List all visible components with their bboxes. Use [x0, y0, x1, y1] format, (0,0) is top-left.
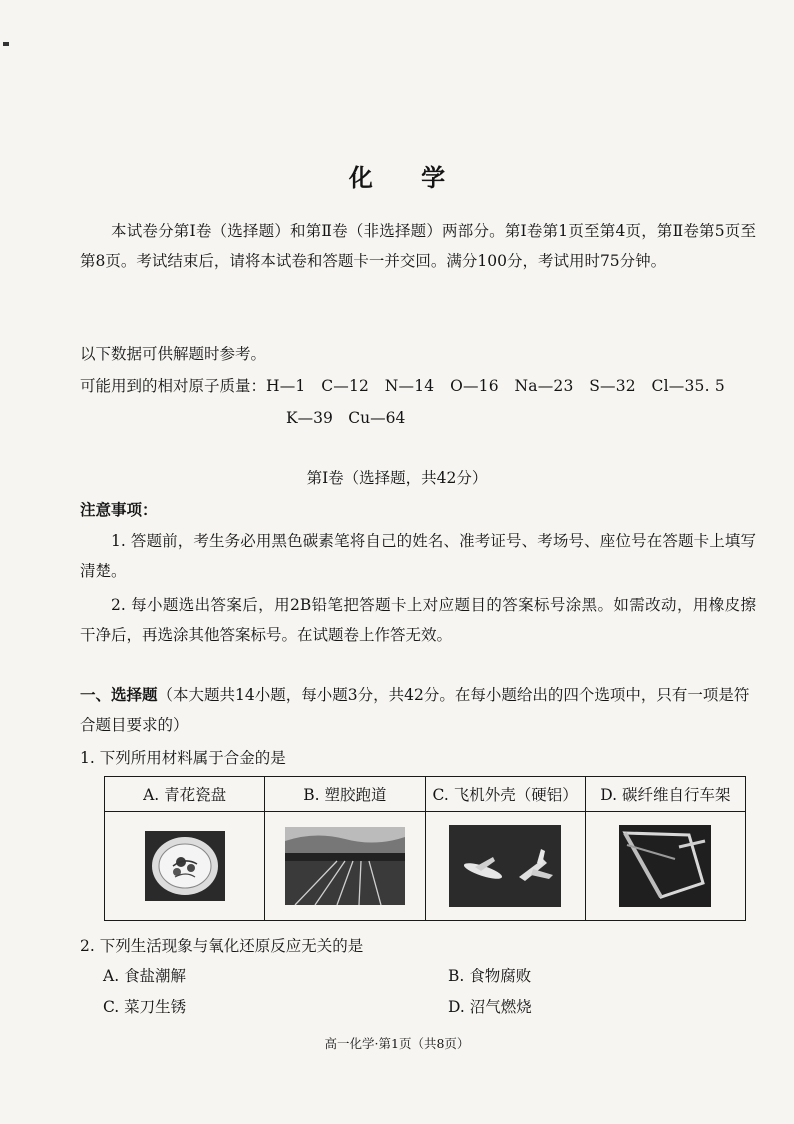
running-track-photo [285, 827, 405, 905]
bicycle-frame-photo [619, 825, 711, 907]
question-2-option-d: D. 沼气燃烧 [448, 998, 532, 1016]
page-footer: 高一化学·第1页（共8页） [324, 1036, 470, 1051]
scan-mark [3, 42, 9, 46]
question-1-options-table [104, 776, 746, 921]
page-title: 化 学 [348, 163, 466, 192]
exam-intro: 本试卷分第Ⅰ卷（选择题）和第Ⅱ卷（非选择题）两部分。第Ⅰ卷第1页至第4页，第Ⅱ卷第5页至第8页。考试结束后，请将本试卷和答题卡一并交回。满分100分，考试用时75分钟。 [80, 222, 756, 270]
question-2-stem: 2. 下列生活现象与氧化还原反应无关的是 [80, 937, 364, 955]
note-item: 1. 答题前，考生务必用黑色碳素笔将自己的姓名、准考证号、考场号、座位号在答题卡上填写清楚。 [80, 532, 756, 580]
option-a-image-cell [105, 812, 265, 921]
question-2-option-a: A. 食盐潮解 [103, 967, 187, 985]
notes-heading: 注意事项： [80, 500, 158, 519]
atomic-mass-values-1: H—1 C—12 N—14 O—16 Na—23 S—32 Cl—35. 5 [266, 377, 725, 395]
airplane-photo [449, 825, 561, 907]
question-1-stem: 1. 下列所用材料属于合金的是 [80, 749, 286, 767]
option-d-label: D. 碳纤维自行车架 [585, 777, 745, 812]
question-2-option-c: C. 菜刀生锈 [103, 998, 187, 1016]
option-a-label: A. 青花瓷盘 [105, 777, 265, 812]
part-title: 一、选择题 [80, 685, 158, 704]
question-2-option-b: B. 食物腐败 [448, 967, 532, 985]
option-c-image-cell [425, 812, 585, 921]
porcelain-plate-photo [145, 831, 225, 901]
part-heading [80, 680, 756, 740]
section-title: 第Ⅰ卷（选择题，共42分） [306, 469, 488, 487]
option-c-label: C. 飞机外壳（硬铝） [425, 777, 585, 812]
part-description: （本大题共14小题，每小题3分，共42分。在每小题给出的四个选项中，只有一项是符合题目要求的） [80, 686, 750, 734]
option-b-label: B. 塑胶跑道 [265, 777, 425, 812]
option-b-image-cell [265, 812, 425, 921]
atomic-mass-label: 可能用到的相对原子质量： [80, 377, 267, 395]
atomic-mass-line-1 [80, 374, 725, 396]
note-item: 2. 每小题选出答案后，用2B铅笔把答题卡上对应题目的答案标号涂黑。如需改动，用橡皮擦干净后，再选涂其他答案标号。在试题卷上作答无效。 [80, 596, 756, 644]
data-note: 以下数据可供解题时参考。 [80, 345, 267, 363]
option-d-image-cell [585, 812, 745, 921]
atomic-mass-values-2: K—39 Cu—64 [286, 409, 406, 427]
